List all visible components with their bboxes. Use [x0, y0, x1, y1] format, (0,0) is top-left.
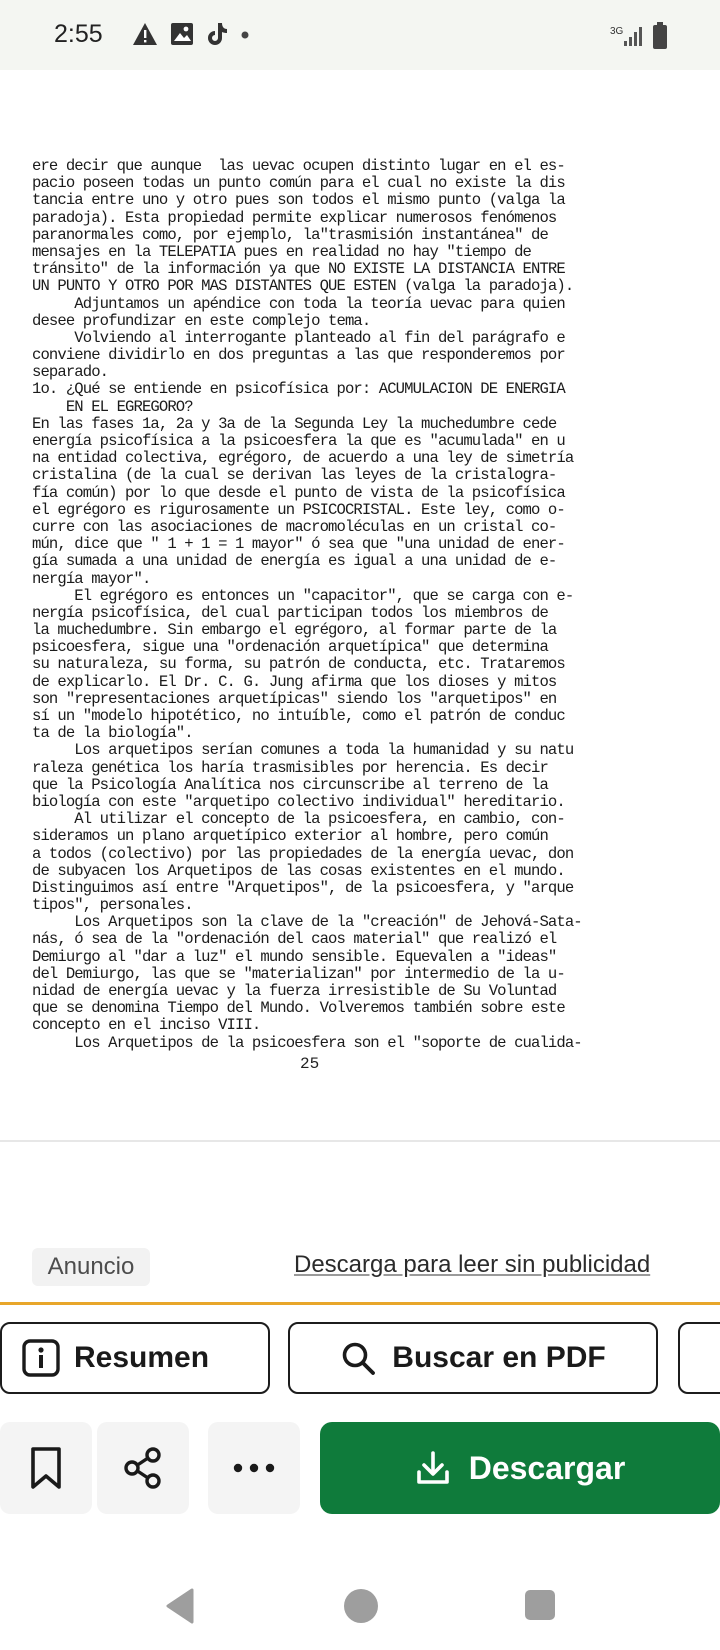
signal-icon	[610, 23, 646, 49]
text-line: 1o. ¿Qué se entiende en psicofísica por: ACUMULACION DE ENERGIA	[32, 381, 565, 399]
text-line: EN EL EGREGORO?	[32, 398, 193, 416]
search-pdf-label: Buscar en PDF	[392, 1341, 606, 1374]
more-icon	[230, 1461, 278, 1475]
remove-ads-link[interactable]: Descarga para leer sin publicidad	[294, 1251, 651, 1278]
text-line: Adjuntamos un apéndice con toda la teoría uevac para quien	[32, 295, 565, 313]
summary-label: Resumen	[74, 1341, 210, 1374]
text-line: separado.	[32, 364, 109, 382]
system-icons	[610, 22, 668, 50]
home-icon[interactable]	[343, 1588, 379, 1624]
text-line: tipos", personales.	[32, 897, 193, 915]
text-line: curre con las asociaciones de macromoléculas en un cristal co-	[32, 518, 557, 536]
text-line: tránsito" de la información ya que NO EXISTE LA DISTANCIA ENTRE	[32, 261, 565, 279]
text-line: gía sumada a una unidad de energía es igual a una unidad de e-	[32, 553, 557, 571]
text-line: psicoesfera, sigue una "ordenación arquetípica" que determina	[32, 639, 548, 657]
pdf-page[interactable]	[0, 70, 720, 1140]
share-button[interactable]	[97, 1422, 189, 1514]
text-line: paranormales como, por ejemplo, la"trasmisión instantánea" de	[32, 226, 548, 244]
text-line: nergía psicofísica, del cual participan todos los miembros de	[32, 604, 548, 622]
page-number: 25	[300, 1055, 320, 1073]
text-line: ere decir que aunque las uevac ocupen distinto lugar en el es-	[32, 158, 565, 175]
search-pdf-button[interactable]	[288, 1322, 658, 1394]
text-line: Los Arquetipos son la clave de la "creación" de Jehová-Sata-	[32, 914, 582, 932]
warning-icon	[132, 22, 158, 46]
more-options-button[interactable]	[208, 1422, 300, 1514]
network-type: 3G	[610, 26, 624, 37]
text-line: paradoja). Esta propiedad permite explicar numerosos fenómenos	[32, 209, 557, 227]
text-line: Los arquetipos serían comunes a toda la humanidad y su natu	[32, 742, 574, 760]
text-line: UN PUNTO Y OTRO POR MAS DISTANTES QUE ESTEN (valga la paradoja).	[32, 278, 574, 296]
search-icon	[340, 1340, 376, 1376]
text-line: En las fases 1a, 2a y 3a de la Segunda Ley la muchedumbre cede	[32, 415, 557, 433]
text-line: nergía mayor".	[32, 570, 151, 588]
text-line: na entidad colectiva, egrégoro, de acuerdo a una ley de simetría	[32, 450, 574, 468]
clock: 2:55	[54, 20, 103, 48]
text-line: biología con este "arquetipo colectivo individual" hereditario.	[32, 793, 565, 811]
text-line: Demiurgo al "dar a luz" el mundo sensible. Equevalen a "ideas"	[32, 948, 557, 966]
save-button[interactable]	[0, 1422, 92, 1514]
text-line: cristalina (de la cual se derivan las leyes de la cristalogra-	[32, 467, 557, 485]
text-line: Los Arquetipos de la psicoesfera son el "soporte de cualida-	[32, 1034, 582, 1052]
download-button[interactable]	[320, 1422, 720, 1514]
text-line: concepto en el inciso VIII.	[32, 1017, 261, 1035]
text-line: sí un "modelo hipotético, no intuíble, como el patrón de conduc	[32, 708, 565, 725]
back-icon[interactable]	[164, 1588, 196, 1624]
text-line: nás, ó sea de la "ordenación del caos material" que realizó el	[32, 931, 557, 949]
tiktok-icon	[206, 22, 228, 46]
text-line: de subyacen los Arquetipos de las cosas existentes en el mundo.	[32, 862, 565, 880]
summary-button[interactable]	[0, 1322, 270, 1394]
download-label: Descargar	[468, 1449, 626, 1486]
text-line: Distinguimos así entre "Arquetipos", de la psicoesfera, y "arque	[32, 879, 574, 897]
text-line: Volviendo al interrogante planteado al fin del parágrafo e	[32, 329, 565, 347]
status-bar	[0, 0, 720, 70]
battery-icon	[652, 22, 668, 50]
more-tools-button[interactable]	[678, 1322, 720, 1394]
text-line: ta de la biología".	[32, 725, 193, 743]
text-line: son "representaciones arquetípicas" siendo los "arquetipos" en	[32, 690, 557, 708]
text-line: pacio poseen todas un punto común para el cual no existe la dis	[32, 175, 565, 193]
text-line: que la Psicología Analítica nos circunscribe al terreno de la	[32, 776, 548, 794]
text-line: del Demiurgo, las que se "materializan" por intermedio de la u-	[32, 965, 565, 983]
text-line: tancia entre uno y otro pues son todos el mismo punto (valga la	[32, 192, 565, 210]
text-line: El egrégoro es entonces un "capacitor", que se carga con e-	[32, 587, 574, 605]
bookmark-icon	[28, 1446, 64, 1490]
info-icon	[22, 1339, 60, 1377]
text-line: nidad de energía uevac y la fuerza irresistible de Su Voluntad	[32, 983, 557, 1000]
text-line: Al utilizar el concepto de la psicoesfera, en cambio, con-	[32, 811, 565, 829]
recents-icon[interactable]	[524, 1589, 556, 1621]
text-line: fía común) por lo que desde el punto de vista de la psicofísica	[32, 484, 565, 502]
text-line: su naturaleza, su forma, su patrón de conducta, etc. Trataremos	[32, 656, 565, 674]
text-line: conviene dividirlo en dos preguntas a las que responderemos por	[32, 347, 565, 365]
text-line: la muchedumbre. Sin embargo el egrégoro, al formar parte de la	[32, 622, 557, 640]
text-line: desee profundizar en este complejo tema.	[32, 312, 371, 330]
ad-divider	[0, 1302, 720, 1305]
notification-icons	[132, 22, 250, 46]
share-icon	[121, 1446, 165, 1490]
text-line: mún, dice que " 1 + 1 = 1 mayor" ó sea que "una unidad de ener-	[32, 536, 565, 554]
text-line: energía psicofísica a la psicoesfera la que es "acumulada" en u	[32, 433, 565, 450]
text-line: el egrégoro es rigurosamente un PSICOCRISTAL. Este ley, como o-	[32, 501, 565, 519]
text-line: de explicarlo. El Dr. C. G. Jung afirma que los dioses y mitos	[32, 673, 557, 691]
text-line: sideramos un plano arquetípico exterior al hombre, pero común	[32, 828, 548, 846]
system-nav-bar	[0, 1560, 720, 1650]
ad-label: Anuncio	[32, 1248, 150, 1286]
divider	[0, 1140, 720, 1142]
text-line: a todos (colectivo) por las propiedades de la energía uevac, don	[32, 845, 574, 863]
image-icon	[170, 22, 194, 46]
page-text	[32, 158, 680, 1052]
text-line: mensajes en la TELEPATIA pues en realidad no hay "tiempo de	[32, 243, 532, 261]
download-icon	[415, 1450, 451, 1486]
text-line: que se denomina Tiempo del Mundo. Volveremos también sobre este	[32, 1000, 565, 1018]
dot-icon	[240, 22, 250, 46]
text-line: raleza genética los haría trasmisibles por herencia. Es decir	[32, 759, 548, 777]
